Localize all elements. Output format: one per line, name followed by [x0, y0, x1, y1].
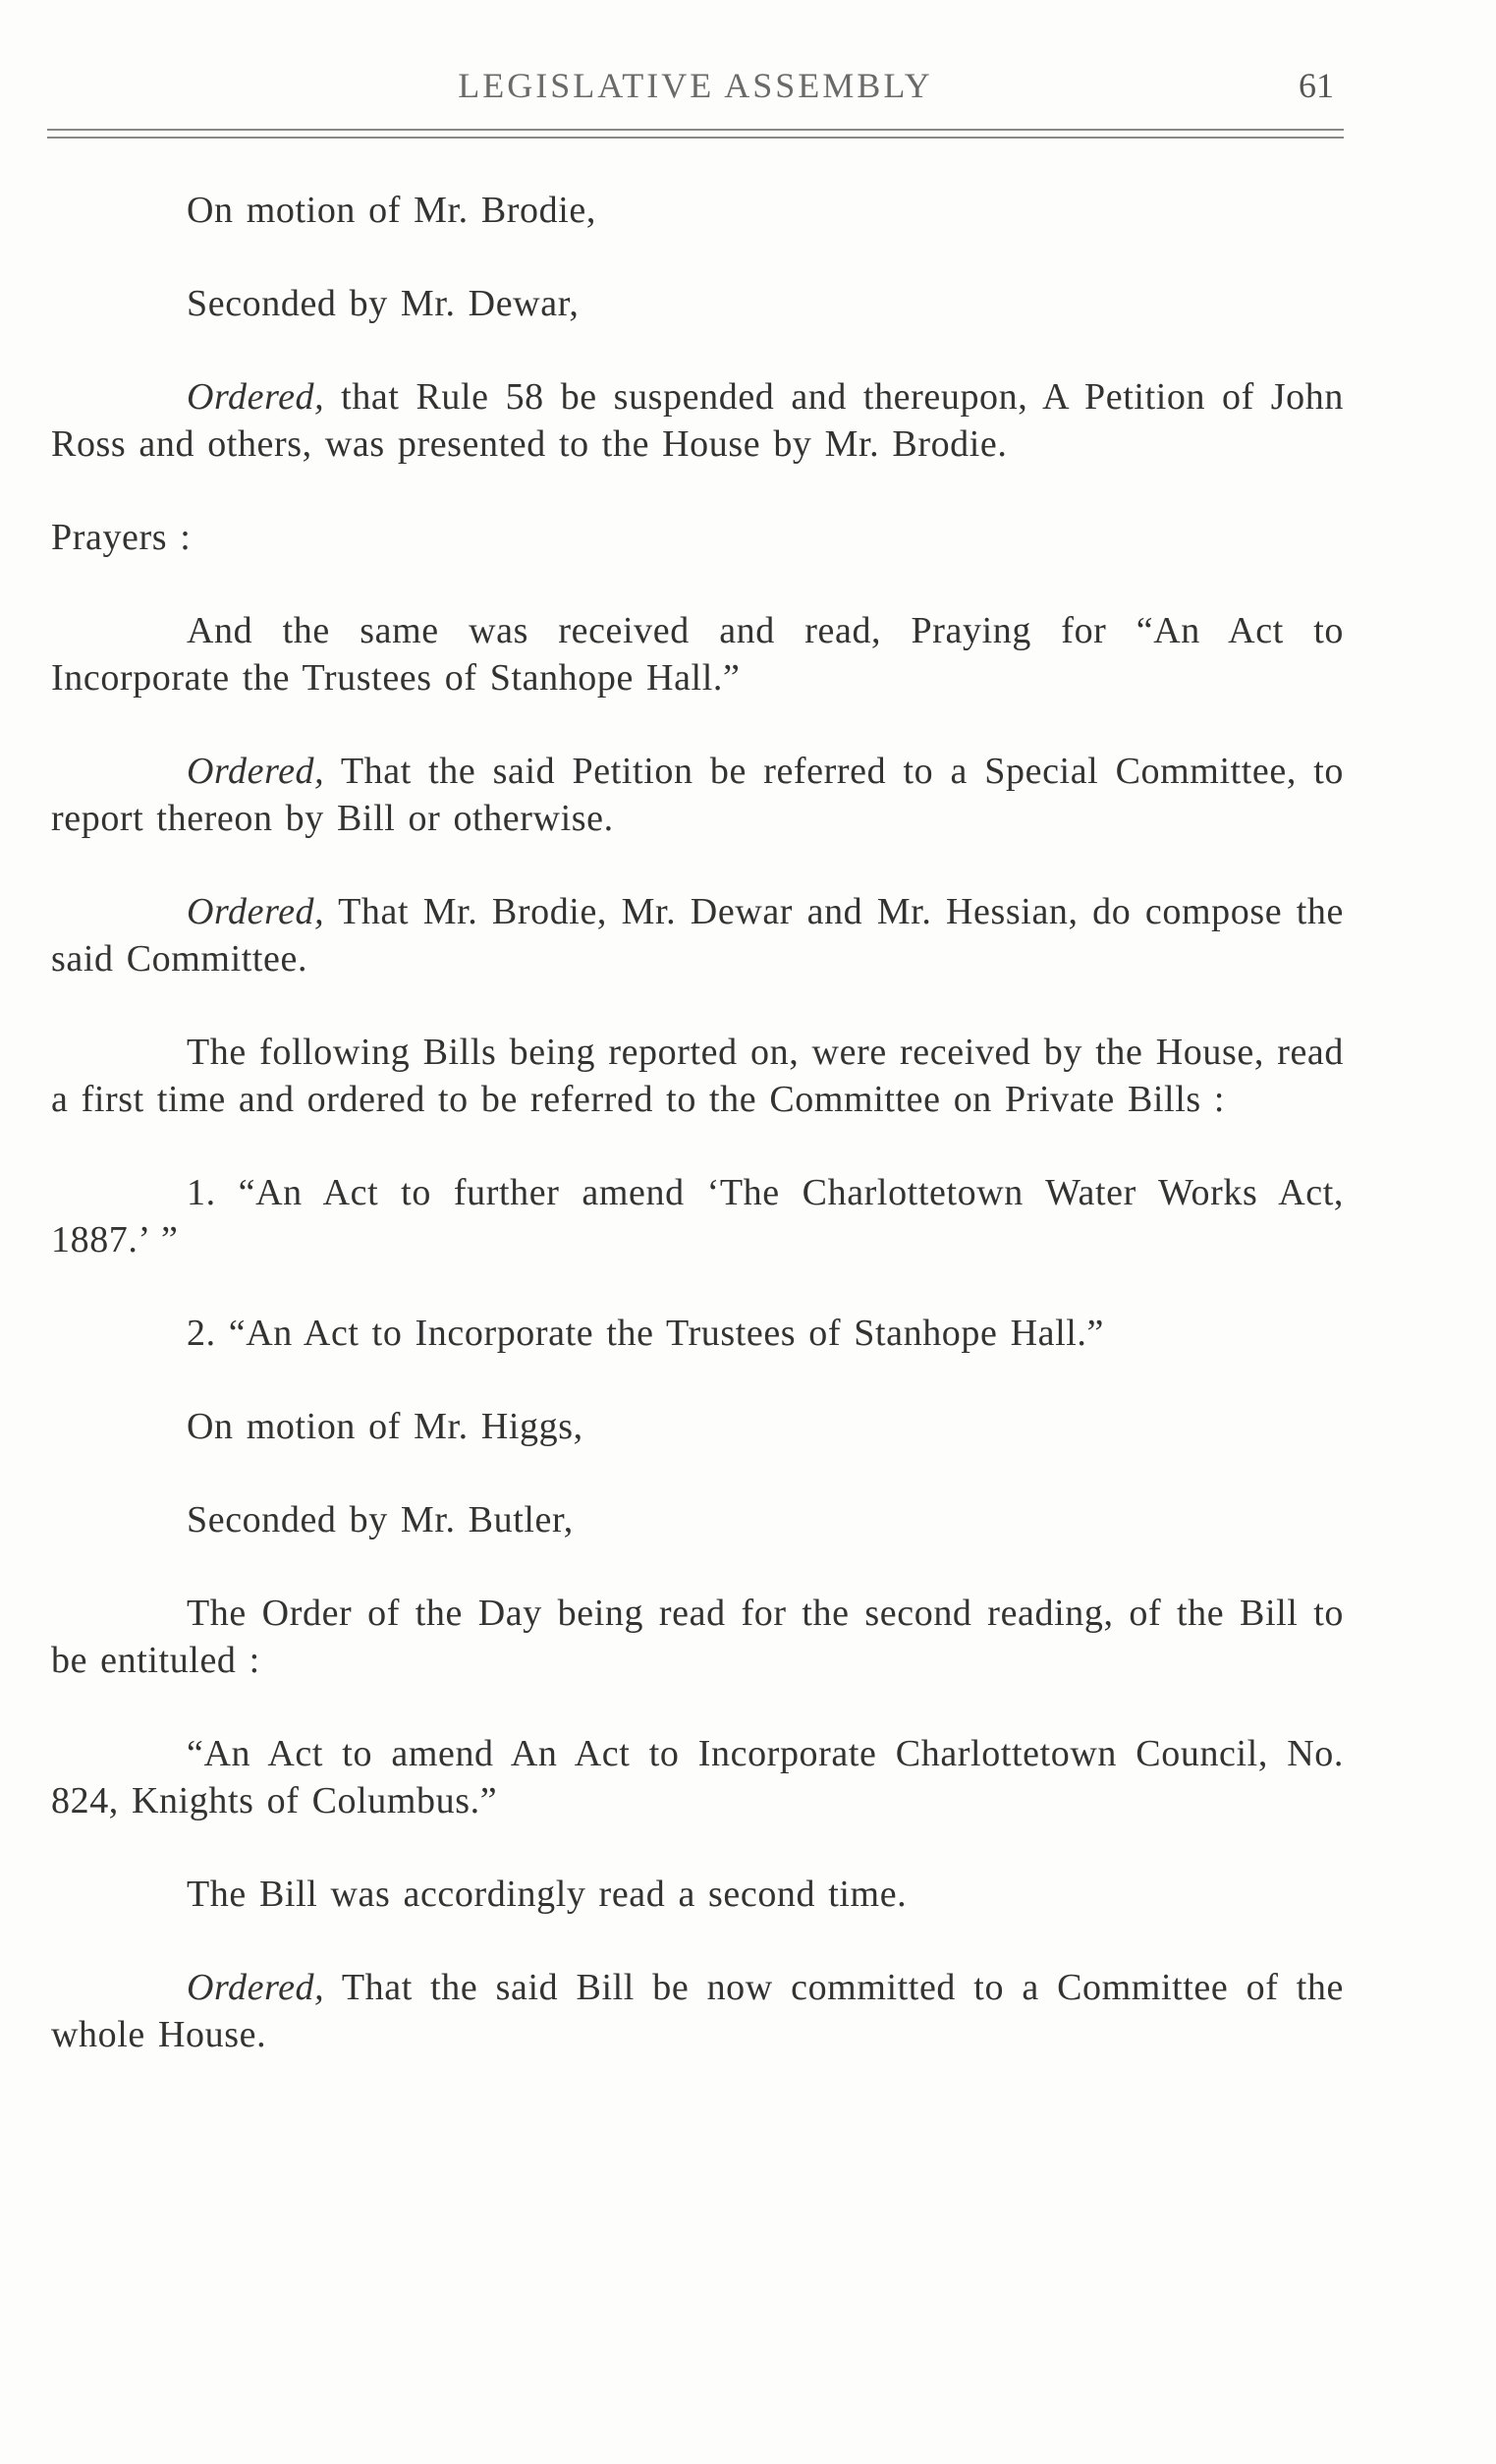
ordered-lead: Ordered, [187, 751, 325, 792]
ordered-paragraph [51, 1964, 1344, 2058]
bill-list-item [51, 1169, 1344, 1263]
paragraph-text: That Mr. Brodie, Mr. Dewar and Mr. Hessian, do compose the said Committee. [51, 891, 1344, 980]
ordered-lead: Ordered, [187, 376, 325, 418]
seconded-line [51, 280, 1344, 327]
ordered-lead: Ordered, [187, 891, 325, 932]
body-text [51, 187, 1344, 2104]
paragraph-text: Seconded by Mr. Butler, [187, 1499, 574, 1540]
paragraph-text: The Bill was accordingly read a second time. [187, 1874, 908, 1915]
paragraph-text: The following Bills being reported on, were received by the House, read a first time and ordered to be referred to the Committee on Private Bills : [51, 1032, 1344, 1120]
second-reading-line [51, 1871, 1344, 1918]
paragraph-text: 2. “An Act to Incorporate the Trustees of Stanhope Hall.” [187, 1313, 1104, 1354]
header-rule-top [47, 129, 1344, 131]
prayers-line [51, 514, 1344, 561]
bill-title-paragraph [51, 1730, 1344, 1824]
ordered-paragraph [51, 748, 1344, 842]
paragraph-text: 1. “An Act to further amend ‘The Charlottetown Water Works Act, 1887.’ ” [51, 1172, 1344, 1260]
page-header [47, 65, 1344, 114]
paragraph-text: That the said Petition be referred to a Special Committee, to report thereon by Bill or otherwise. [51, 751, 1344, 839]
page-number: 61 [1299, 66, 1334, 105]
paragraph-text: And the same was received and read, Praying for “An Act to Incorporate the Trustees of Stanhope Hall.” [51, 610, 1344, 699]
paragraph-text: The Order of the Day being read for the second reading, of the Bill to be entituled : [51, 1593, 1344, 1681]
paragraph-text: That the said Bill be now committed to a Committee of the whole House. [51, 1967, 1344, 2055]
ordered-paragraph [51, 888, 1344, 982]
petition-paragraph [51, 607, 1344, 701]
paragraph-text: Seconded by Mr. Dewar, [187, 283, 580, 324]
paragraph-text: Prayers : [51, 517, 192, 558]
motion-line [51, 1403, 1344, 1450]
paragraph-text: On motion of Mr. Higgs, [187, 1406, 583, 1447]
header-rule-bottom [47, 137, 1344, 139]
bills-paragraph [51, 1029, 1344, 1123]
seconded-line [51, 1496, 1344, 1543]
bill-list-item [51, 1310, 1344, 1357]
running-title: LEGISLATIVE ASSEMBLY [458, 66, 933, 105]
motion-line [51, 187, 1344, 234]
order-of-day-paragraph [51, 1590, 1344, 1684]
ordered-lead: Ordered, [187, 1967, 325, 2008]
paragraph-text: On motion of Mr. Brodie, [187, 190, 596, 231]
paragraph-text: that Rule 58 be suspended and thereupon, A Petition of John Ross and others, was presented to the House by Mr. Brodie. [51, 376, 1344, 465]
ordered-paragraph [51, 373, 1344, 468]
paragraph-text: “An Act to amend An Act to Incorporate Charlottetown Council, No. 824, Knights of Columbus.” [51, 1733, 1344, 1821]
